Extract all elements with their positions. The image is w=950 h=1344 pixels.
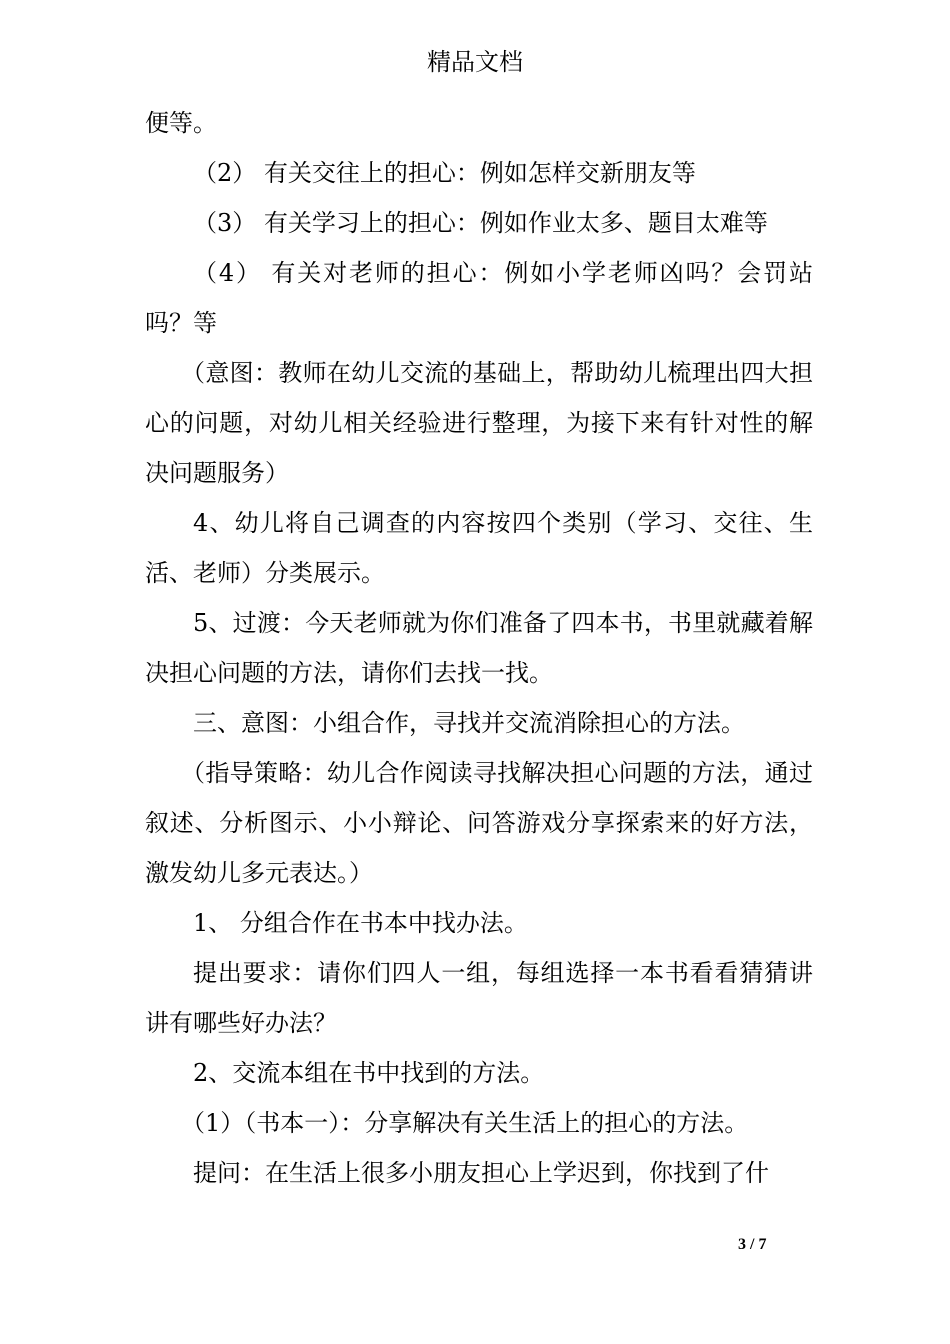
paragraph-requirement: 提出要求：请你们四人一组，每组选择一本书看看猜猜讲讲有哪些好办法？ <box>145 959 813 1037</box>
paragraph-step-2: 2、交流本组在书中找到的方法。 <box>193 1059 545 1087</box>
paragraph-item-2: （2） 有关交往上的担心：例如怎样交新朋友等 <box>193 159 696 187</box>
paragraph-step-1: 1、 分组合作在书本中找办法。 <box>193 909 528 937</box>
paragraph-intent: （意图：教师在幼儿交流的基础上，帮助幼儿梳理出四大担心的问题，对幼儿相关经验进行整理，为接下来有针对性的解决问题服务） <box>145 359 813 487</box>
paragraph-guidance-strategy: （指导策略：幼儿合作阅读寻找解决担心问题的方法，通过叙述、分析图示、小小辩论、问答游戏分享探索来的好方法，激发幼儿多元表达。） <box>145 759 813 887</box>
paragraph-question: 提问：在生活上很多小朋友担心上学迟到，你找到了什 <box>193 1159 769 1187</box>
document-body <box>145 98 813 1198</box>
paragraph-step-5: 5、过渡：今天老师就为你们准备了四本书，书里就藏着解决担心问题的方法，请你们去找一找。 <box>145 609 813 687</box>
paragraph-step-4: 4、幼儿将自己调查的内容按四个类别（学习、交往、生活、老师）分类展示。 <box>145 509 813 587</box>
page-header-title: 精品文档 <box>427 48 523 76</box>
paragraph-item-3: （3） 有关学习上的担心：例如作业太多、题目太难等 <box>193 209 768 237</box>
paragraph-item-4: （4） 有关对老师的担心：例如小学老师凶吗？会罚站吗？等 <box>145 259 813 337</box>
page-number: 3 / 7 <box>738 1236 767 1253</box>
paragraph-book-one: （1）（书本一）：分享解决有关生活上的担心的方法。 <box>181 1109 749 1137</box>
paragraph-section-3: 三、意图：小组合作，寻找并交流消除担心的方法。 <box>193 709 745 737</box>
paragraph-continuation: 便等。 <box>145 109 217 137</box>
